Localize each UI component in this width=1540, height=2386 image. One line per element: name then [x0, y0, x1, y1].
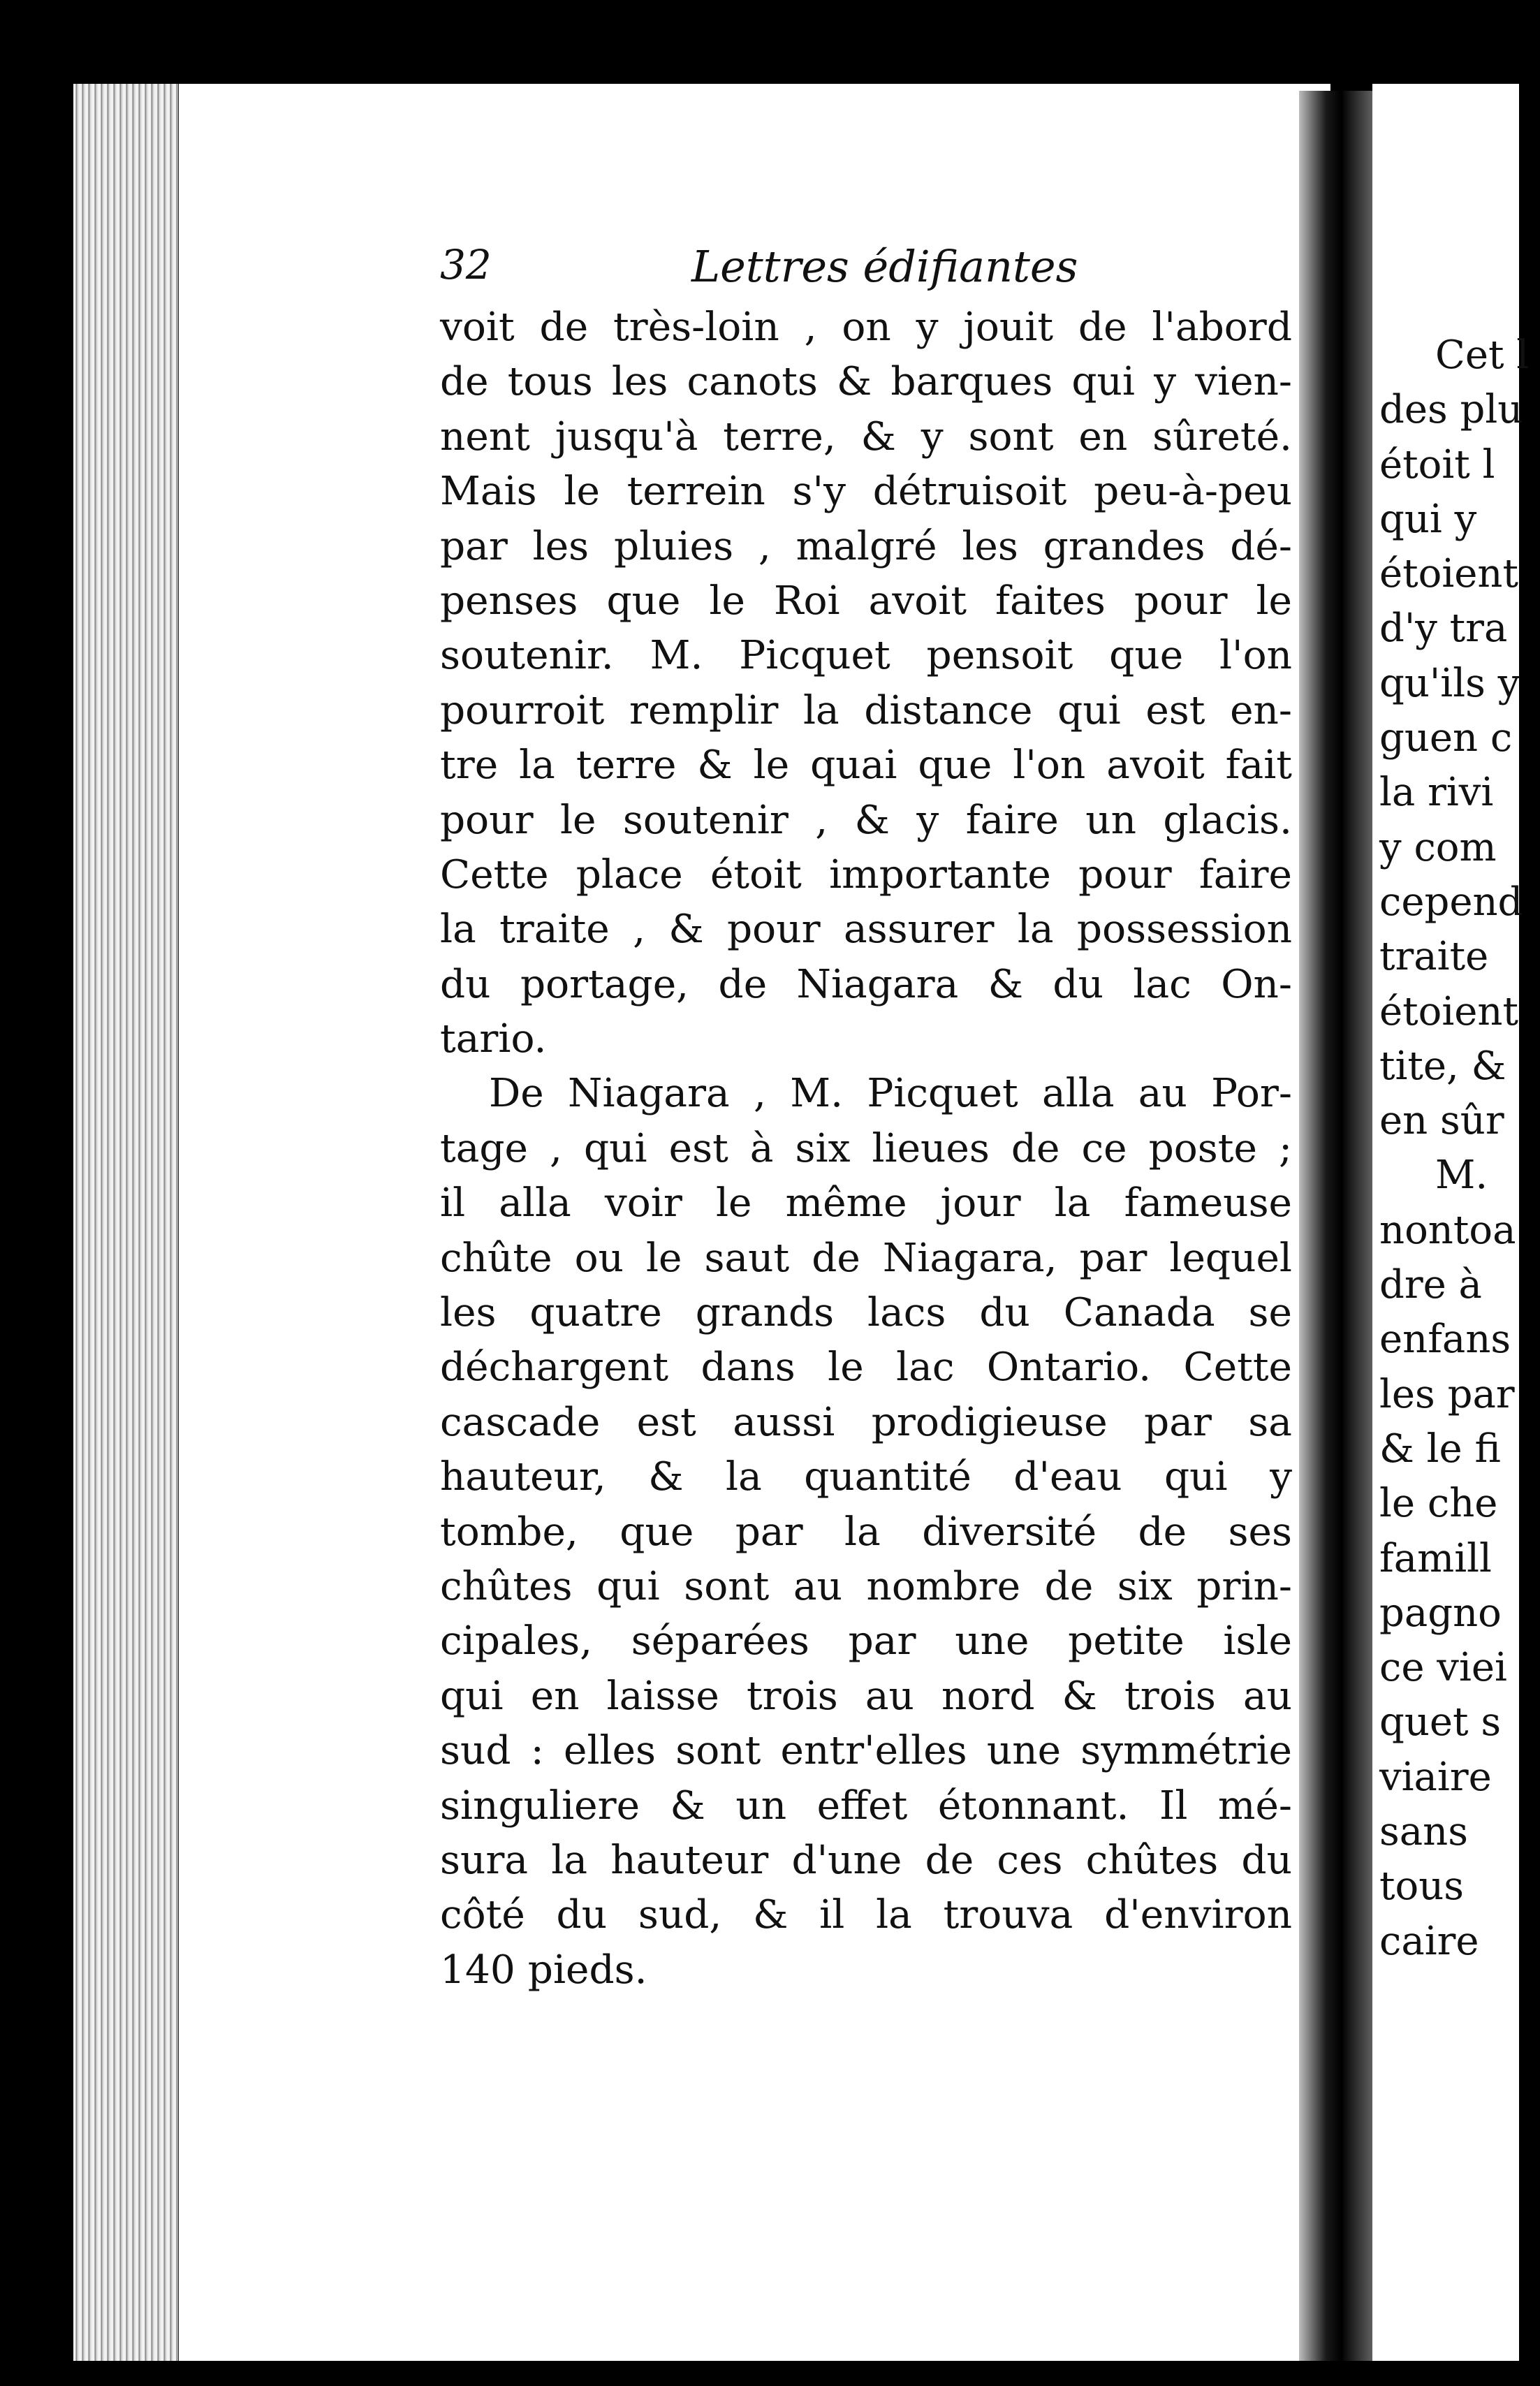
text-line: de tous les canots & barques qui y vien-	[440, 359, 1292, 405]
page-number: 32	[440, 241, 492, 288]
text-line: sura la hauteur d'une de ces chûtes du	[440, 1837, 1292, 1883]
left-page-body	[440, 300, 1292, 1998]
text-line: viaire	[1379, 1754, 1492, 1800]
text-line: il alla voir le même jour la fameuse	[440, 1180, 1292, 1227]
text-line: ce viei	[1379, 1645, 1507, 1691]
running-head	[440, 241, 1313, 297]
text-line: cipales, séparées par une petite isle	[440, 1618, 1292, 1664]
paragraph-start-line: M.	[1435, 1152, 1488, 1199]
text-line: soutenir. M. Picquet pensoit que l'on	[440, 633, 1292, 679]
text-line: côté du sud, & il la trouva d'environ	[440, 1892, 1292, 1938]
text-line: d'y tra	[1379, 606, 1508, 652]
text-line: chûte ou le saut de Niagara, par lequel	[440, 1235, 1292, 1281]
text-line: qu'ils y	[1379, 660, 1520, 706]
text-line: Mais le terrein s'y détruisoit peu-à-peu	[440, 469, 1292, 515]
text-line: Cette place étoit importante pour faire	[440, 851, 1292, 898]
text-line: qui y	[1379, 496, 1477, 542]
text-line: famill	[1379, 1535, 1492, 1581]
text-line: déchargent dans le lac Ontario. Cette	[440, 1345, 1292, 1391]
page-edges	[73, 84, 180, 2361]
text-line: sud : elles sont entr'elles une symmétrie	[440, 1728, 1292, 1774]
text-line: chûtes qui sont au nombre de six prin-	[440, 1563, 1292, 1609]
text-line: quet s	[1379, 1699, 1502, 1745]
text-line: traite	[1379, 934, 1489, 980]
text-line: étoit l	[1379, 441, 1495, 488]
text-line: nontoa	[1379, 1207, 1516, 1253]
text-line: tous	[1379, 1864, 1465, 1910]
text-line: les par	[1379, 1371, 1515, 1417]
text-line: caire	[1379, 1918, 1479, 1964]
text-line: voit de très-loin , on y jouit de l'abord	[440, 305, 1292, 350]
text-line: tre la terre & le quai que l'on avoit fait	[440, 742, 1292, 789]
text-line: tombe, que par la diversité de ses	[440, 1509, 1292, 1555]
text-line: pour le soutenir , & y faire un glacis.	[440, 797, 1292, 843]
text-line: enfans	[1379, 1317, 1511, 1363]
text-line: dre à	[1379, 1262, 1482, 1308]
book-gutter	[1299, 91, 1376, 2361]
text-line: nent jusqu'à terre, & y sont en sûreté.	[440, 413, 1292, 460]
text-line: le che	[1379, 1481, 1498, 1527]
paragraph-start-line: De Niagara , M. Picquet alla au Por-	[489, 1071, 1292, 1117]
text-line: 140 pieds.	[440, 1947, 647, 1993]
text-line: penses que le Roi avoit faites pour le	[440, 578, 1292, 624]
text-line: & le fi	[1379, 1426, 1501, 1472]
running-title: Lettres édifiantes	[691, 241, 1078, 292]
text-line: singuliere & un effet étonnant. Il mé-	[440, 1783, 1292, 1829]
text-line: pagno	[1379, 1590, 1502, 1636]
text-line: du portage, de Niagara & du lac On-	[440, 961, 1292, 1007]
text-line: pourroit remplir la distance qui est en-	[440, 687, 1292, 733]
text-line: étoient	[1379, 551, 1518, 597]
right-page-body	[1379, 328, 1540, 1969]
text-line: les quatre grands lacs du Canada se	[440, 1290, 1292, 1336]
text-line: tite, &	[1379, 1043, 1506, 1089]
text-line: qui en laisse trois au nord & trois au	[440, 1673, 1292, 1719]
text-line: cepend	[1379, 879, 1523, 925]
text-line: tage , qui est à six lieues de ce poste ;	[440, 1125, 1292, 1171]
text-line: sans	[1379, 1809, 1468, 1855]
text-line: cascade est aussi prodigieuse par sa	[440, 1399, 1292, 1445]
text-line: des plu	[1379, 387, 1523, 433]
text-line: hauteur, & la quantité d'eau qui y	[440, 1454, 1292, 1500]
text-line: en sûr	[1379, 1098, 1504, 1144]
text-line: tario.	[440, 1016, 547, 1062]
text-line: la rivi	[1379, 770, 1494, 816]
text-line: par les pluies , malgré les grandes dé-	[440, 523, 1292, 569]
text-line: étoient	[1379, 988, 1518, 1034]
text-line: guen c	[1379, 715, 1513, 761]
text-line: la traite , & pour assurer la possession	[440, 907, 1292, 953]
text-line: Cet l	[1435, 332, 1530, 378]
text-line: y com	[1379, 824, 1497, 870]
